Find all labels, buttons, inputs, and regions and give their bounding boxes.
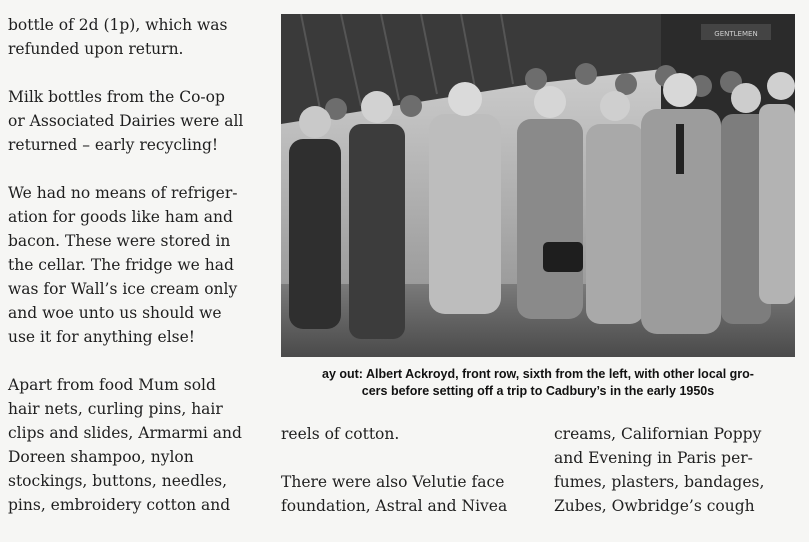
article-column-3	[554, 422, 804, 542]
article-column-1	[8, 13, 270, 541]
sign-text: GENTLEMEN	[714, 30, 758, 38]
paragraph: Milk bottles from the Co-op or Associated Dairies were all returned – early recycling!	[8, 88, 244, 154]
historic-group-photo	[281, 14, 795, 357]
paragraph: reels of cotton.	[281, 425, 400, 443]
paragraph: Apart from food Mum sold hair nets, curling pins, hair clips and slides, Armarmi and Doreen shampoo, nylon stockings, buttons, needles, pins, embroidery cotton and	[8, 376, 242, 514]
article-column-2	[281, 422, 539, 542]
paragraph: creams, Californian Poppy and Evening in Paris per- fumes, plasters, bandages, Zubes, Owbridge’s cough	[554, 425, 765, 515]
paragraph: bottle of 2d (1p), which was refunded upon return.	[8, 16, 228, 58]
paragraph: We had no means of refriger- ation for goods like ham and bacon. These were stored in the cellar. The fridge we had was for Wall’s ice cream only and woe unto us should we use it for anything else!	[8, 184, 238, 346]
photo-caption: ay out: Albert Ackroyd, front row, sixth from the left, with other local gro- cers before setting off a trip to Cadbury’s in the early 1950s	[322, 367, 754, 398]
paragraph: There were also Velutie face foundation, Astral and Nivea	[281, 473, 508, 515]
